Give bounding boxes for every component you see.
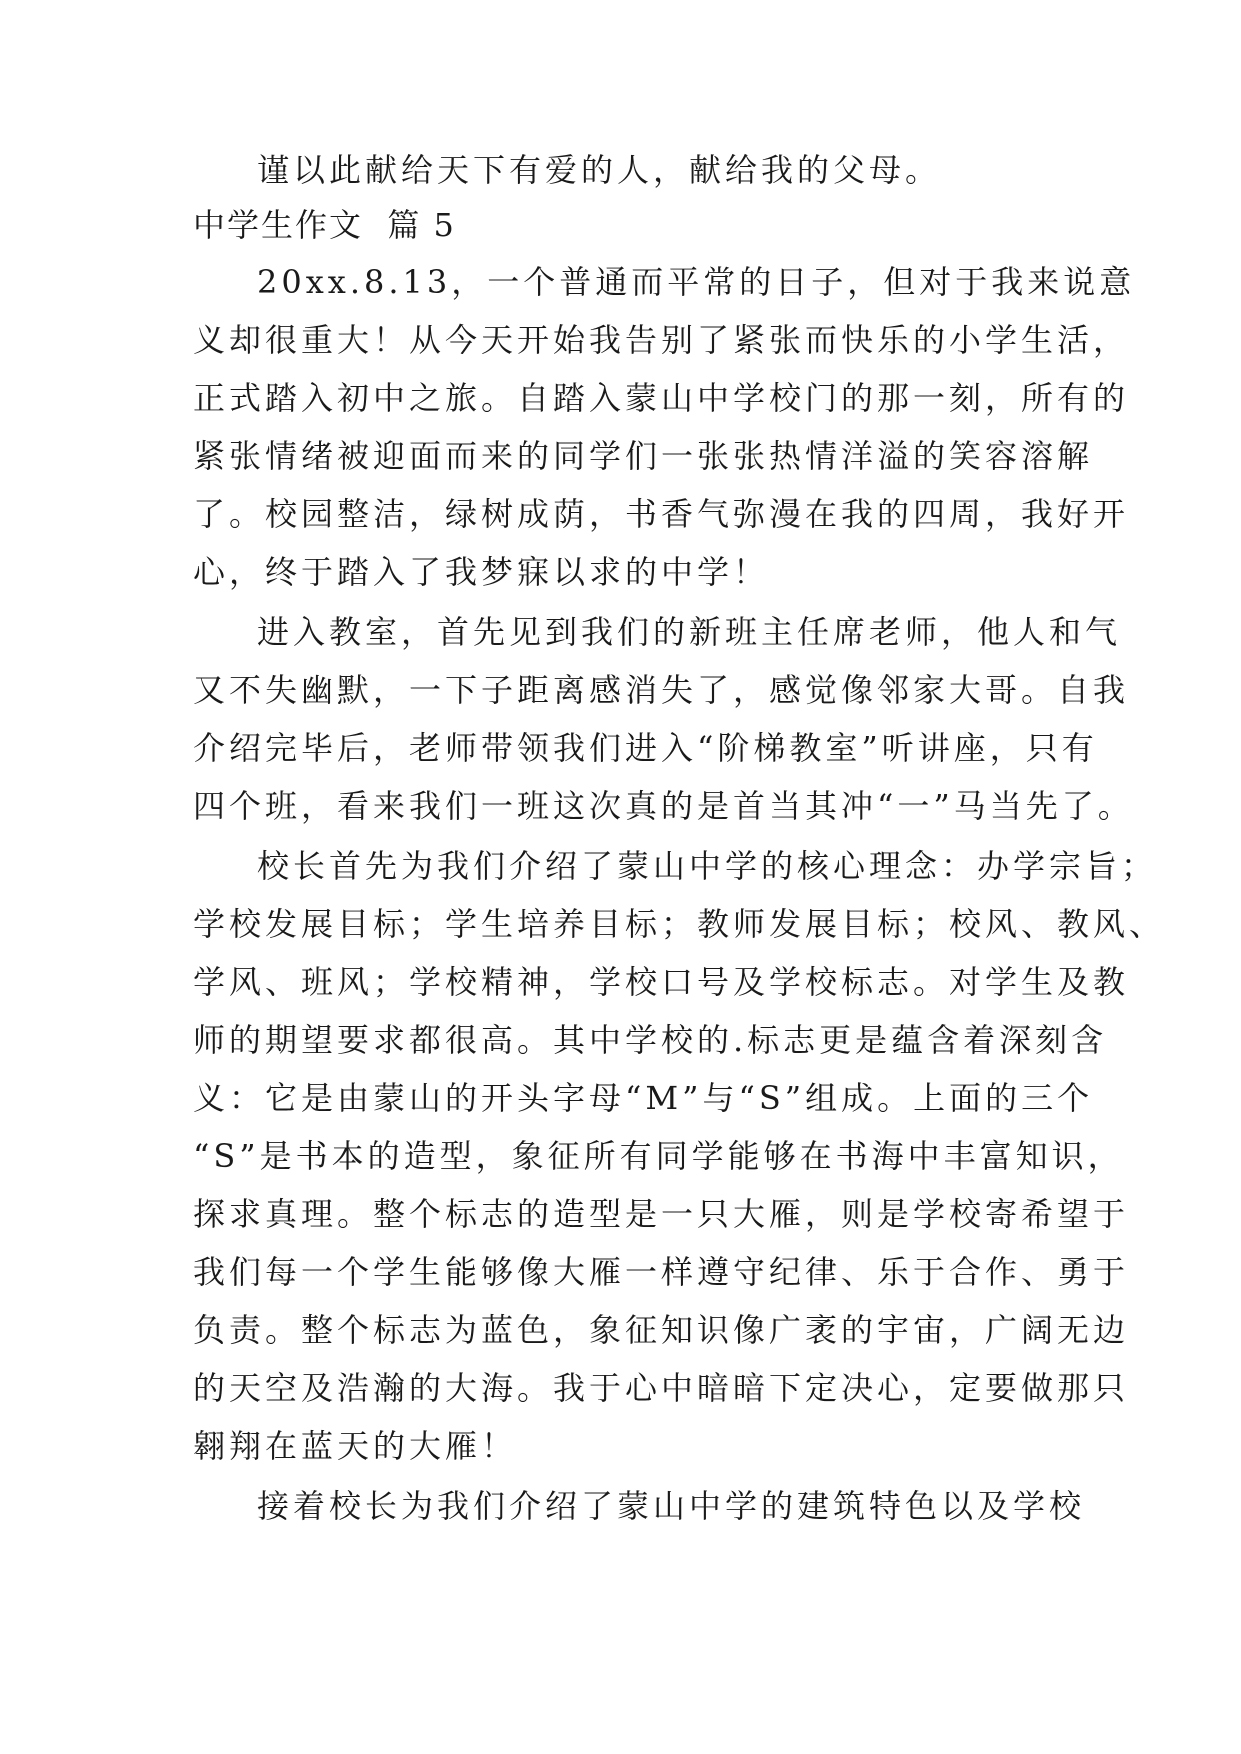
paragraph-line: 紧张情绪被迎面而来的同学们一张张热情洋溢的笑容溶解 xyxy=(193,437,1094,475)
paragraph-line: 介绍完毕后，老师带领我们进入“阶梯教室”听讲座，只有 xyxy=(193,729,1098,767)
paragraph-line: 20xx.8.13，一个普通而平常的日子，但对于我来说意 xyxy=(257,263,1136,301)
paragraph-line: 进入教室，首先见到我们的新班主任席老师，他人和气 xyxy=(257,613,1122,651)
paragraph-line: 的天空及浩瀚的大海。我于心中暗暗下定决心，定要做那只 xyxy=(193,1369,1130,1407)
paragraph-line: 校长首先为我们介绍了蒙山中学的核心理念：办学宗旨； xyxy=(257,847,1158,885)
paragraph-line: 接着校长为我们介绍了蒙山中学的建筑特色以及学校 xyxy=(257,1487,1086,1525)
paragraph-line: 学校发展目标；学生培养目标；教师发展目标；校风、教风、 xyxy=(193,905,1166,943)
paragraph-line: 翱翔在蓝天的大雁！ xyxy=(193,1427,518,1465)
paragraph-line: 探求真理。整个标志的造型是一只大雁，则是学校寄希望于 xyxy=(193,1195,1130,1233)
paragraph-line: 正式踏入初中之旅。自踏入蒙山中学校门的那一刻，所有的 xyxy=(193,379,1130,417)
paragraph-line: 师的期望要求都很高。其中学校的.标志更是蕴含着深刻含 xyxy=(193,1021,1108,1059)
paragraph-line: 了。校园整洁，绿树成荫，书香气弥漫在我的四周，我好开 xyxy=(193,495,1130,533)
paragraph-line: 四个班，看来我们一班这次真的是首当其冲“一”马当先了。 xyxy=(193,787,1134,825)
paragraph-line: 学风、班风；学校精神，学校口号及学校标志。对学生及教 xyxy=(193,963,1130,1001)
paragraph-line: 负责。整个标志为蓝色，象征知识像广袤的宇宙，广阔无边 xyxy=(193,1311,1130,1349)
paragraph-line: 又不失幽默，一下子距离感消失了，感觉像邻家大哥。自我 xyxy=(193,671,1130,709)
paragraph-line: 义：它是由蒙山的开头字母“M”与“S”组成。上面的三个 xyxy=(193,1079,1094,1117)
paragraph-line: 心，终于踏入了我梦寐以求的中学！ xyxy=(193,553,770,591)
dedication-line: 谨以此献给天下有爱的人，献给我的父母。 xyxy=(257,151,942,189)
section-title: 中学生作文 篇 5 xyxy=(193,206,456,244)
paragraph-line: 我们每一个学生能够像大雁一样遵守纪律、乐于合作、勇于 xyxy=(193,1253,1130,1291)
paragraph-line: 义却很重大！从今天开始我告别了紧张而快乐的小学生活， xyxy=(193,321,1130,359)
paragraph-line: “S”是书本的造型，象征所有同学能够在书海中丰富知识， xyxy=(193,1137,1124,1175)
